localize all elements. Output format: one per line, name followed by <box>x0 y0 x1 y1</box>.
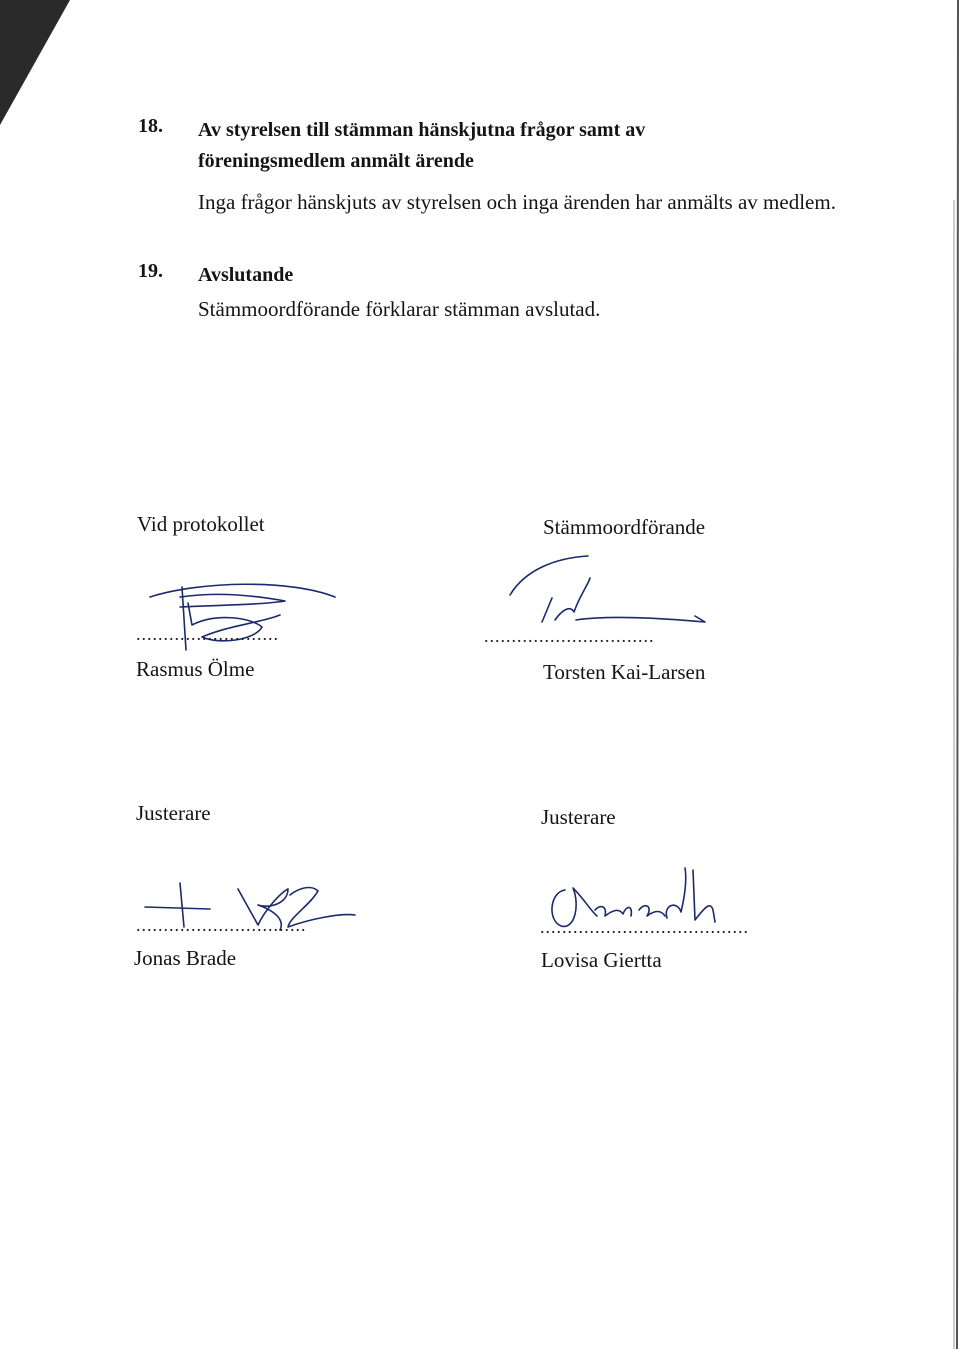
signature-name: Lovisa Giertta <box>541 948 662 972</box>
signature-line: ...................................... <box>540 917 749 937</box>
signature-name: Jonas Brade <box>134 946 237 970</box>
section-number: 18. <box>138 115 163 137</box>
section-heading <box>198 260 758 291</box>
section-heading-line1: Avslutande <box>198 264 294 286</box>
section-body: Inga frågor hänskjuts av styrelsen och inga ärenden har anmälts av medlem. <box>198 190 836 214</box>
signature-name: Torsten Kai-Larsen <box>543 660 706 684</box>
section-number: 19. <box>138 260 163 282</box>
signature-role: Vid protokollet <box>137 512 265 536</box>
section-heading-line1: Av styrelsen till stämman hänskjutna frågor samt av <box>198 119 646 141</box>
signature-name: Rasmus Ölme <box>136 657 255 681</box>
signature-role: Justerare <box>541 805 616 829</box>
signature-line: .......................... <box>136 624 279 644</box>
section-body: Stämmoordförande förklarar stämman avslutad. <box>198 297 601 321</box>
scan-edge-shadow <box>938 0 960 1349</box>
signature-role: Stämmoordförande <box>543 515 706 539</box>
section-heading-line2: föreningsmedlem anmält ärende <box>198 150 474 172</box>
signature-line: ............................... <box>484 626 655 646</box>
signature-line: ............................... <box>136 915 307 935</box>
signature-role: Justerare <box>136 801 211 825</box>
section-heading <box>198 115 758 177</box>
scan-corner-shadow <box>0 0 80 130</box>
